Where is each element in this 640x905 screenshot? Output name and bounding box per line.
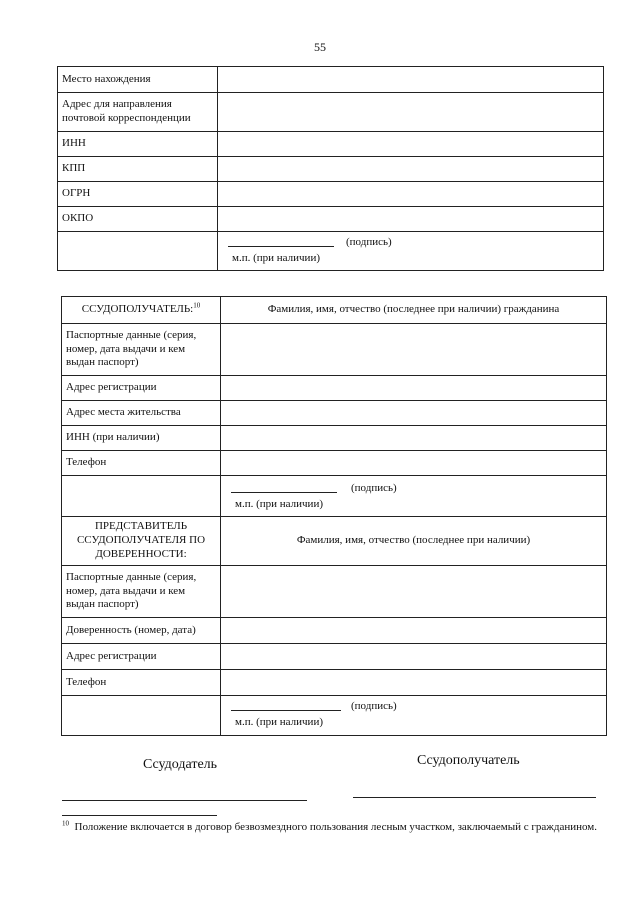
- signature-line[interactable]: [231, 492, 337, 493]
- signature-empty-cell: [58, 232, 218, 271]
- borrower-header-label: ССУДОПОЛУЧАТЕЛЬ:: [81, 303, 194, 316]
- field-label-ogrn: ОГРН: [58, 182, 218, 207]
- field-label-rep-registration-address: Адрес регистрации: [62, 644, 221, 670]
- field-label-okpo: ОКПО: [58, 207, 218, 232]
- footnote-text: Положение включается в договор безвозмездного пользования лесным участком, заключаемый с гражданином.: [74, 821, 597, 833]
- field-value-passport[interactable]: [221, 324, 607, 376]
- borrower-signature-line[interactable]: [353, 797, 596, 798]
- field-label-residence-address: Адрес места жительства: [62, 401, 221, 426]
- field-value-rep-passport[interactable]: [221, 566, 607, 618]
- representative-header: ПРЕДСТАВИТЕЛЬ ССУДОПОЛУЧАТЕЛЯ ПО ДОВЕРЕННОСТИ:: [62, 517, 221, 566]
- field-value-registration-address[interactable]: [221, 376, 607, 401]
- field-value-mailing-address[interactable]: [218, 93, 604, 132]
- signature-empty-cell: [62, 476, 221, 517]
- borrower-header: [62, 297, 221, 324]
- field-value-power-of-attorney[interactable]: [221, 618, 607, 644]
- lender-signature-line[interactable]: [62, 800, 307, 801]
- representative-name-header: Фамилия, имя, отчество (последнее при наличии): [221, 517, 607, 566]
- footnote-marker: 10: [62, 819, 69, 828]
- field-value-phone[interactable]: [221, 451, 607, 476]
- field-value-ogrn[interactable]: [218, 182, 604, 207]
- field-label-inn: ИНН: [58, 132, 218, 157]
- footnote-ref: 10: [193, 301, 201, 310]
- field-label-registration-address: Адрес регистрации: [62, 376, 221, 401]
- signature-block: [221, 476, 606, 516]
- borrower-details-table: [61, 296, 607, 736]
- footnote-rule: [62, 815, 217, 816]
- signature-caption: (подпись): [351, 700, 397, 712]
- field-value-rep-phone[interactable]: [221, 670, 607, 696]
- field-label-location: Место нахождения: [58, 67, 218, 93]
- signature-block: [221, 696, 606, 735]
- signature-caption: (подпись): [346, 236, 392, 248]
- field-value-inn[interactable]: [218, 132, 604, 157]
- field-value-inn-optional[interactable]: [221, 426, 607, 451]
- lender-party-label: Ссудодатель: [143, 757, 218, 772]
- field-label-kpp: КПП: [58, 157, 218, 182]
- footnote: [62, 820, 610, 835]
- field-value-kpp[interactable]: [218, 157, 604, 182]
- signature-line[interactable]: [228, 246, 334, 247]
- signature-line[interactable]: [231, 710, 341, 711]
- field-label-inn-optional: ИНН (при наличии): [62, 426, 221, 451]
- field-label-power-of-attorney: Доверенность (номер, дата): [62, 618, 221, 644]
- field-label-rep-phone: Телефон: [62, 670, 221, 696]
- stamp-caption: м.п. (при наличии): [232, 252, 320, 264]
- field-value-residence-address[interactable]: [221, 401, 607, 426]
- stamp-caption: м.п. (при наличии): [235, 498, 323, 510]
- page-number: 55: [314, 40, 326, 54]
- stamp-caption: м.п. (при наличии): [235, 716, 323, 728]
- borrower-party-label: Ссудополучатель: [417, 753, 520, 768]
- field-label-passport: Паспортные данные (серия, номер, дата выдачи и кем выдан паспорт): [62, 324, 221, 376]
- borrower-name-header: Фамилия, имя, отчество (последнее при наличии) гражданина: [221, 297, 607, 324]
- field-label-phone: Телефон: [62, 451, 221, 476]
- lender-details-table: [57, 66, 604, 271]
- field-value-rep-registration-address[interactable]: [221, 644, 607, 670]
- field-value-okpo[interactable]: [218, 207, 604, 232]
- signature-block: [218, 232, 603, 270]
- field-value-location[interactable]: [218, 67, 604, 93]
- signature-caption: (подпись): [351, 482, 397, 494]
- signature-empty-cell: [62, 696, 221, 736]
- field-label-mailing-address: Адрес для направления почтовой корреспонденции: [58, 93, 218, 132]
- field-label-rep-passport: Паспортные данные (серия, номер, дата выдачи и кем выдан паспорт): [62, 566, 221, 618]
